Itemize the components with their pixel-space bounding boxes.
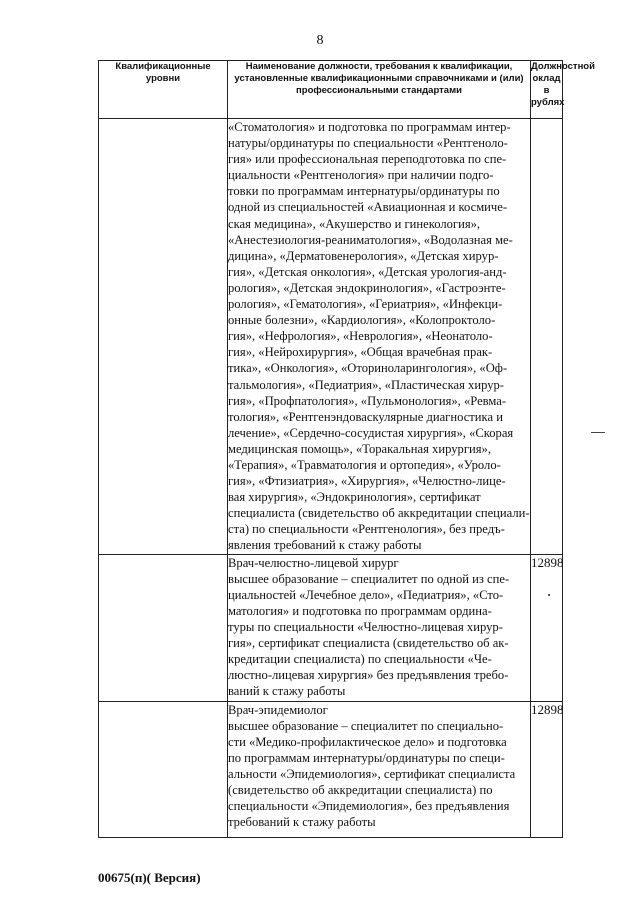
description-line: ста) по специальности «Рентгенология», без предъ- (228, 522, 505, 537)
description-line: гия», «Нефрология», «Неврология», «Неонатоло- (228, 329, 493, 344)
description-line: (свидетельство об аккредитации специалиста) по (228, 783, 493, 797)
stray-dash-mark (591, 432, 605, 433)
header-position-requirements: Наименование должности, требования к квалификации, установленные квалификационными справочниками и (или) профессиональными стандартами (228, 61, 531, 119)
header-salary: Должностной оклад в рублях (531, 61, 563, 119)
description-line: онные болезни», «Кардиология», «Колопроктоло- (228, 313, 496, 328)
header-qualification-levels: Квалификационные уровни (99, 61, 228, 119)
description-line: вая хирургия», «Эндокринология», сертификат (228, 490, 481, 505)
table-header-row (99, 61, 563, 119)
table-row (99, 119, 563, 555)
description-line: явления требований к стажу работы (228, 538, 422, 553)
document-footer-code: 00675(п)( Версия) (98, 870, 201, 885)
description-line: гия», «Фтизиатрия», «Хирургия», «Челюстно-лице- (228, 474, 506, 489)
description-line: специальности «Эпидемиология», без предъявления (228, 799, 510, 814)
description-line: натуры/ординатуры по специальности «Рентгеноло- (228, 136, 508, 151)
description-line: циальности «Рентгенология» при наличии подго- (228, 168, 494, 183)
salary-cell (531, 119, 563, 555)
qualification-level-cell (99, 554, 228, 701)
description-line: специалиста (свидетельство об аккредитации специали- (228, 506, 530, 521)
description-line: высшее образование – специалитет по специально- (228, 718, 504, 733)
description-line: по программам интернатуры/ординатуры по специ- (228, 750, 505, 765)
description-line: тология», «Рентгенэндоваскулярные диагностика и (228, 409, 503, 424)
salary-table (98, 60, 595, 838)
description-line: одной из специальностей «Авиационная и космиче- (228, 200, 508, 215)
salary-cell: 12898 (531, 701, 563, 837)
description-line: требований к стажу работы (228, 815, 376, 830)
description-line: тика», «Онкология», «Оториноларингология», «Оф- (228, 361, 508, 376)
description-line: медицинская помощь», «Торакальная хирургия», (228, 441, 491, 456)
description-line: Врач-эпидемиолог (228, 702, 328, 717)
description-line: матология» и подготовка по программам ордина- (228, 603, 492, 618)
description-line: люстно-лицевая хирургия» без предъявления требо- (228, 668, 509, 683)
description-line: альности «Эпидемиология», сертификат специалиста (228, 766, 516, 781)
description-line: рология», «Детская эндокринология», «Гастроэнте- (228, 280, 506, 295)
stray-dot-mark (548, 594, 550, 596)
description-line: лечение», «Сердечно-сосудистая хирургия», «Скорая (228, 425, 514, 440)
description-line: сти «Медико-профилактическое дело» и подготовка (228, 734, 507, 749)
page-number: 8 (316, 33, 324, 48)
position-description-cell (228, 701, 531, 837)
description-line: гия», «Детская онкология», «Детская урология-анд- (228, 264, 507, 279)
description-line: гия» или профессиональная переподготовка по спе- (228, 152, 507, 167)
description-line: гия», сертификат специалиста (свидетельство об ак- (228, 636, 509, 650)
qualification-level-cell (99, 701, 228, 837)
table-row (99, 554, 563, 701)
description-line: Врач-челюстно-лицевой хирург (228, 555, 399, 570)
position-description-cell (228, 554, 531, 701)
description-line: высшее образование – специалитет по одной из спе- (228, 571, 510, 586)
description-line: туры по специальности «Челюстно-лицевая хирур- (228, 619, 503, 634)
position-description-cell (228, 119, 531, 555)
description-line: ская медицина», «Акушерство и гинекология», (228, 216, 481, 231)
description-line: товки по программам интернатуры/ординатуры по (228, 184, 500, 199)
qualification-level-cell (99, 119, 228, 555)
description-line: гия», «Нейрохирургия», «Общая врачебная прак- (228, 345, 493, 360)
description-line: кредитации специалиста) по специальности «Че- (228, 652, 492, 667)
description-line: ваний к стажу работы (228, 684, 346, 699)
table-row (99, 701, 563, 837)
description-line: гия», «Профпатология», «Пульмонология», «Ревма- (228, 393, 507, 408)
description-line: циальностей «Лечебное дело», «Педиатрия», «Сто- (228, 587, 504, 602)
description-line: «Анестезиология-реаниматология», «Водолазная ме- (228, 232, 513, 247)
salary-cell: 12898 (531, 554, 563, 701)
description-line: дицина», «Дерматовенерология», «Детская хирур- (228, 248, 499, 263)
description-line: «Стоматология» и подготовка по программам интер- (228, 120, 511, 134)
description-line: «Терапия», «Травматология и ортопедия», «Уроло- (228, 457, 501, 472)
description-line: рология», «Гематология», «Гериатрия», «Инфекци- (228, 297, 503, 312)
description-line: тальмология», «Педиатрия», «Пластическая хирур- (228, 377, 505, 392)
